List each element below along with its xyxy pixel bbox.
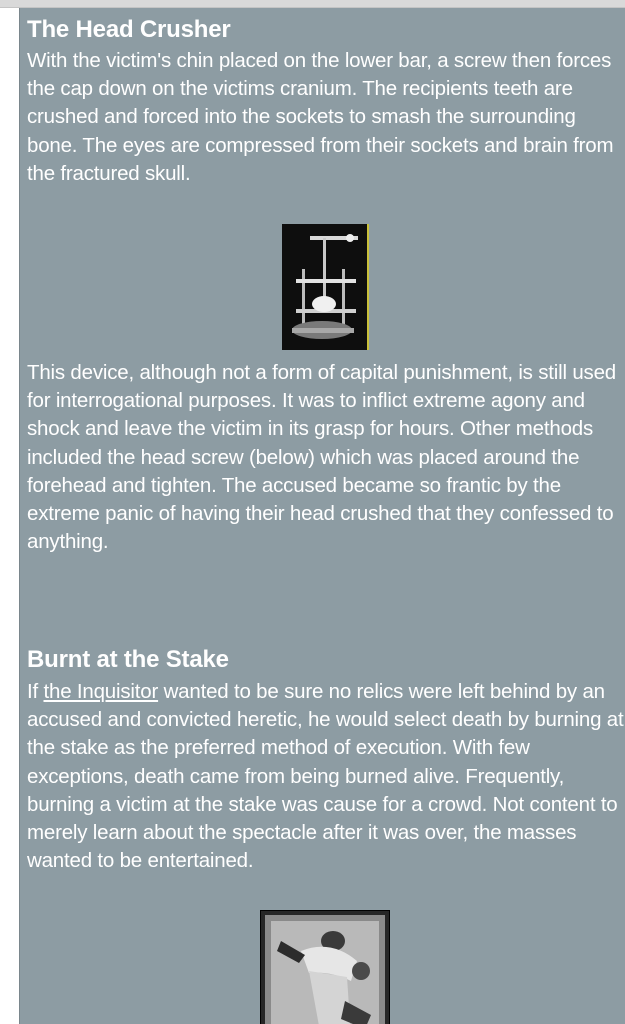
para-rest: wanted to be sure no relics were left behind by an accused and convicted heretic, he would select death by burning at the stake as the preferred method of execution. With few exceptions, death came from being burned alive. Frequently, burning a victim at the stake was cause for a crowd. Not content to merely learn about the spectacle after it was over, the masses wanted to be entertained. (27, 680, 624, 873)
section-title-burnt-at-stake: Burnt at the Stake (27, 646, 229, 673)
browser-top-bar (0, 0, 625, 8)
head-crusher-illustration (282, 224, 367, 350)
burnt-at-stake-description (20, 678, 625, 875)
section-title-head-crusher: The Head Crusher (27, 16, 231, 43)
burning-stake-illustration (261, 911, 389, 1024)
head-crusher-usage: This device, although not a form of capital punishment, is still used for interrogational purposes. It was to inflict extreme agony and shock and leave the victim in its grasp for hours. Other methods included the head screw (below) which was placed around the forehead and tighten. The accused became so frantic by the extreme panic of having their head crushed that they confessed to anything. (27, 361, 616, 554)
inquisitor-link[interactable]: the Inquisitor (43, 680, 159, 703)
head-crusher-description: With the victim's chin placed on the lower bar, a screw then forces the cap down on the victims cranium. The recipients teeth are crushed and forced into the sockets to smash the surrounding bone. The eyes are compressed from their sockets and brain from the fractured skull. (27, 49, 614, 185)
head-crusher-image[interactable] (282, 224, 369, 350)
para-prefix: If (27, 680, 44, 703)
left-gutter (0, 8, 18, 1024)
burning-stake-image[interactable] (260, 910, 390, 1024)
article-content (19, 8, 625, 1024)
